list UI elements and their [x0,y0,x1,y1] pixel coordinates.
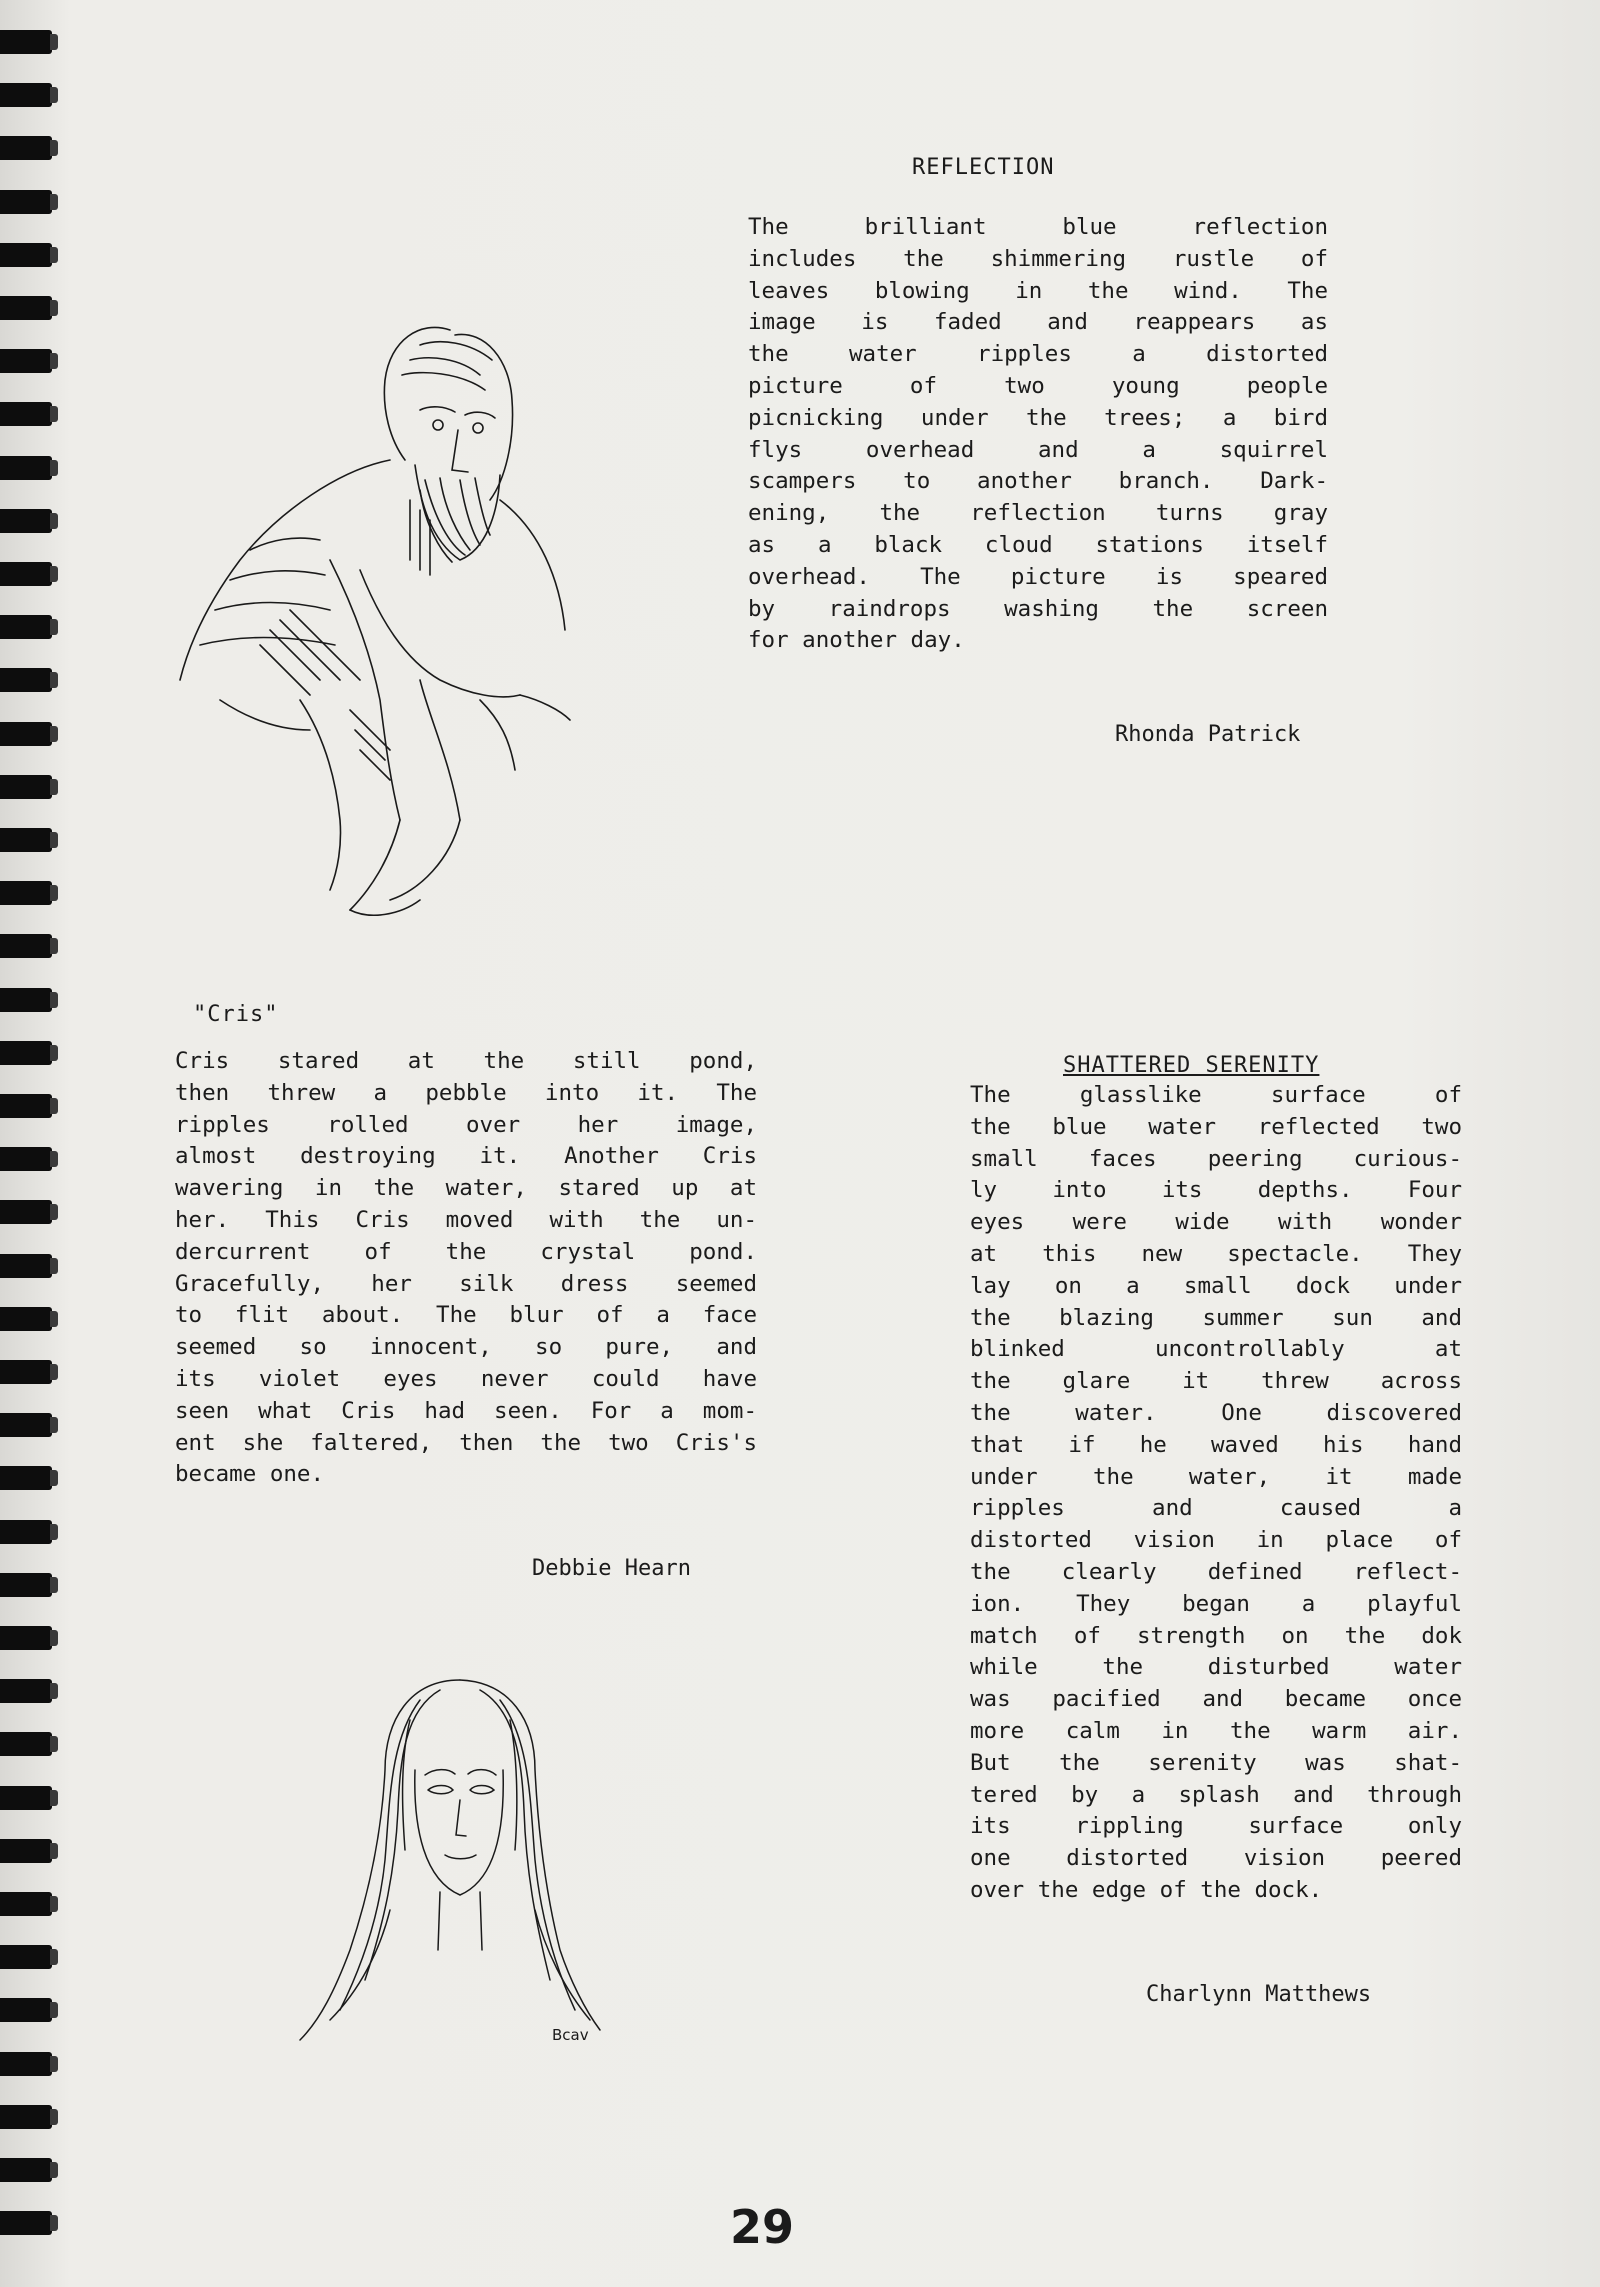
shattered-line: that if he waved his hand [970,1431,1462,1458]
cris-line: seen what Cris had seen. For a mom- [175,1397,757,1424]
bleed-through-text [360,130,1410,176]
reflection-line: by raindrops washing the screen [748,595,1328,622]
shattered-line: lay on a small dock under [970,1272,1462,1299]
sketch-signature: Bcav [552,2026,589,2044]
shattered-line: eyes were wide with wonder [970,1209,1462,1236]
girl-portrait-sketch [290,1660,620,2060]
cris-line: wavering in the water, stared up at [175,1175,757,1202]
reflection-line: picture of two young people [748,372,1328,399]
cris-body [175,1046,757,1491]
reflection-line: image is faded and reappears as [748,309,1328,336]
reflection-line: The brilliant blue reflection [748,214,1328,240]
reflection-line: as a black cloud stations itself [748,531,1328,558]
cris-line: almost destroying it. Another Cris [175,1143,757,1170]
shattered-line: the glare it threw across [970,1368,1462,1395]
shattered-line: under the water, it made [970,1463,1462,1490]
shattered-author: Charlynn Matthews [1146,1982,1372,2007]
shattered-line: the water. One discovered [970,1399,1462,1426]
shattered-line: the blazing summer sun and [970,1304,1462,1331]
shattered-line: ripples and caused a [970,1495,1462,1522]
shattered-line: But the serenity was shat- [970,1749,1462,1776]
reflection-body [748,212,1328,657]
reflection-line: picnicking under the trees; a bird [748,404,1328,431]
shattered-line: match of strength on the dok [970,1622,1462,1649]
cris-line: ent she faltered, then the two Cris's [175,1429,757,1456]
shattered-line: while the disturbed water [970,1654,1462,1681]
shattered-line: distorted vision in place of [970,1527,1462,1554]
shattered-title: SHATTERED SERENITY [1063,1053,1320,1078]
spiral-binding [0,30,60,2270]
cris-line: to flit about. The blur of a face [175,1302,757,1329]
cris-line: became one. [175,1461,325,1488]
shattered-line: one distorted vision peered [970,1845,1462,1872]
cris-line: seemed so innocent, so pure, and [175,1334,757,1361]
reflection-line: the water ripples a distorted [748,341,1328,368]
shattered-line: over the edge of the dock. [970,1876,1323,1903]
reflection-line: for another day. [748,627,965,654]
cris-line: then threw a pebble into it. The [175,1079,757,1106]
shattered-line: tered by a splash and through [970,1781,1462,1808]
shattered-line: was pacified and became once [970,1686,1462,1713]
cris-title: "Cris" [193,1002,279,1027]
reflection-line: includes the shimmering rustle of [748,245,1328,272]
shattered-line: the blue water reflected two [970,1113,1462,1140]
shattered-line: ion. They began a playful [970,1590,1462,1617]
reflection-line: ening, the reflection turns gray [748,500,1328,527]
cris-author: Debbie Hearn [532,1556,691,1581]
shattered-line: at this new spectacle. They [970,1240,1462,1267]
cris-line: dercurrent of the crystal pond. [175,1238,757,1265]
reflection-line: flys overhead and a squirrel [748,436,1328,463]
page-number: 29 [730,2200,795,2254]
reflection-line: scampers to another branch. Dark- [748,468,1328,495]
shattered-body [970,1080,1462,1907]
reflection-author: Rhonda Patrick [1115,722,1301,747]
cris-line: Gracefully, her silk dress seemed [175,1270,757,1297]
shattered-line: the clearly defined reflect- [970,1558,1462,1585]
cris-line: Cris stared at the still pond, [175,1048,757,1074]
shattered-line: small faces peering curious- [970,1145,1462,1172]
shattered-line: ly into its depths. Four [970,1177,1462,1204]
shattered-line: more calm in the warm air. [970,1717,1462,1744]
reflection-title: REFLECTION [912,155,1055,180]
cris-line: her. This Cris moved with the un- [175,1206,757,1233]
bearded-man-sketch [120,300,640,940]
cris-line: its violet eyes never could have [175,1365,757,1392]
shattered-line: its rippling surface only [970,1813,1462,1840]
cris-line: ripples rolled over her image, [175,1111,757,1138]
shattered-line: The glasslike surface of [970,1082,1462,1108]
shattered-line: blinked uncontrollably at [970,1336,1462,1363]
reflection-line: leaves blowing in the wind. The [748,277,1328,304]
reflection-line: overhead. The picture is speared [748,563,1328,590]
